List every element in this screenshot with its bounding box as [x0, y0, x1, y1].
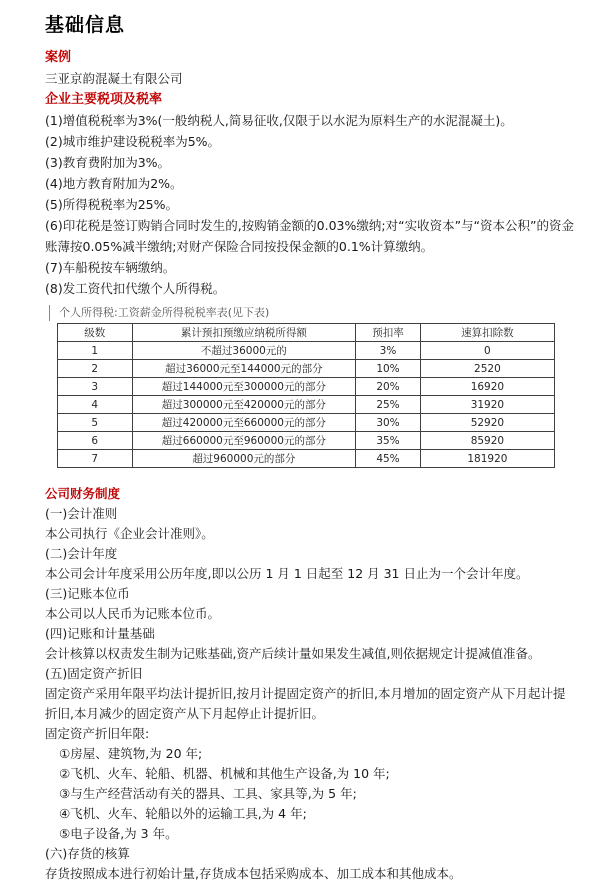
finance-heading: 公司财务制度 — [45, 486, 121, 501]
table-note: 个人所得税:工资薪金所得税税率表(见下表) — [49, 305, 576, 321]
cell-deduction: 85920 — [420, 432, 554, 450]
tax-heading: 企业主要税项及税率 — [45, 92, 163, 107]
finance-line: (六)存货的核算 — [45, 846, 130, 861]
page-title: 基础信息 — [45, 14, 126, 36]
cell-level: 7 — [58, 450, 133, 468]
tax-item-3: (3)教育费附加为3%。 — [45, 155, 171, 170]
finance-line-depreciation-1: ①房屋、建筑物,为 20 年; — [59, 746, 203, 761]
cell-rate: 3% — [356, 342, 421, 360]
table-row — [58, 360, 555, 378]
cell-rate: 20% — [356, 378, 421, 396]
finance-line: 固定资产折旧年限: — [45, 726, 150, 741]
cell-income: 不超过36000元的 — [132, 342, 356, 360]
cell-rate: 10% — [356, 360, 421, 378]
finance-line-depreciation-2: ②飞机、火车、轮船、机器、机械和其他生产设备,为 10 年; — [59, 766, 390, 781]
tax-item-5: (5)所得税税率为25%。 — [45, 197, 178, 212]
tax-items-list — [45, 110, 576, 299]
cell-rate: 45% — [356, 450, 421, 468]
finance-line: (三)记账本位币 — [45, 586, 130, 601]
cell-rate: 25% — [356, 396, 421, 414]
table-row — [58, 378, 555, 396]
finance-section — [45, 484, 576, 884]
header-income: 累计预扣预缴应纳税所得额 — [132, 324, 356, 342]
table-row — [58, 432, 555, 450]
tax-item-4: (4)地方教育附加为2%。 — [45, 176, 183, 191]
finance-line: 本公司会计年度采用公历年度,即以公历 1 月 1 日起至 12 月 31 日止为一个会计年度。 — [45, 566, 529, 581]
cell-deduction: 0 — [420, 342, 554, 360]
cell-level: 6 — [58, 432, 133, 450]
cell-income: 超过420000元至660000元的部分 — [132, 414, 356, 432]
finance-line-depreciation-3: ③与生产经营活动有关的器具、工具、家具等,为 5 年; — [59, 786, 357, 801]
finance-line: 本公司执行《企业会计准则》。 — [45, 526, 214, 541]
table-header-row — [58, 324, 555, 342]
case-heading: 案例 — [45, 50, 72, 65]
company-name: 三亚京韵混凝土有限公司 — [45, 71, 183, 86]
cell-level: 5 — [58, 414, 133, 432]
cell-level: 1 — [58, 342, 133, 360]
tax-item-1: (1)增值税税率为3%(一般纳税人,简易征收,仅限于以水泥为原料生产的水泥混凝土)。 — [45, 113, 513, 128]
finance-line: 固定资产采用年限平均法计提折旧,按月计提固定资产的折旧,本月增加的固定资产从下月起计提折旧,本月减少的固定资产从下月起停止计提折旧。 — [45, 686, 566, 721]
finance-line: (二)会计年度 — [45, 546, 118, 561]
cell-level: 2 — [58, 360, 133, 378]
finance-line-depreciation-4: ④飞机、火车、轮船以外的运输工具,为 4 年; — [59, 806, 307, 821]
cell-income: 超过300000元至420000元的部分 — [132, 396, 356, 414]
cell-income: 超过660000元至960000元的部分 — [132, 432, 356, 450]
cell-deduction: 16920 — [420, 378, 554, 396]
finance-line: 存货按照成本进行初始计量,存货成本包括采购成本、加工成本和其他成本。 — [45, 866, 462, 881]
table-row — [58, 450, 555, 468]
finance-line: 会计核算以权责发生制为记账基础,资产后续计量如果发生减值,则依据规定计提减值准备。 — [45, 646, 541, 661]
header-deduction: 速算扣除数 — [420, 324, 554, 342]
finance-line: 本公司以人民币为记账本位币。 — [45, 606, 221, 621]
tax-item-6: (6)印花税是签订购销合同时发生的,按购销金额的0.03%缴纳;对“实收资本”与“资本公积”的资金账薄按0.05%减半缴纳;对财产保险合同按投保金额的0.1%计算缴纳。 — [45, 218, 575, 254]
cell-income: 超过960000元的部分 — [132, 450, 356, 468]
personal-income-tax-table — [57, 323, 555, 468]
tax-item-7: (7)车船税按车辆缴纳。 — [45, 260, 176, 275]
cell-income: 超过36000元至144000元的部分 — [132, 360, 356, 378]
cell-rate: 35% — [356, 432, 421, 450]
cell-level: 3 — [58, 378, 133, 396]
finance-line: (五)固定资产折旧 — [45, 666, 143, 681]
finance-line: (一)会计准则 — [45, 506, 118, 521]
table-row — [58, 414, 555, 432]
finance-line: (四)记账和计量基础 — [45, 626, 155, 641]
cell-deduction: 2520 — [420, 360, 554, 378]
cell-deduction: 52920 — [420, 414, 554, 432]
header-level: 级数 — [58, 324, 133, 342]
cell-deduction: 31920 — [420, 396, 554, 414]
header-rate: 预扣率 — [356, 324, 421, 342]
table-row — [58, 342, 555, 360]
table-row — [58, 396, 555, 414]
cell-deduction: 181920 — [420, 450, 554, 468]
cell-income: 超过144000元至300000元的部分 — [132, 378, 356, 396]
cell-level: 4 — [58, 396, 133, 414]
tax-item-8: (8)发工资代扣代缴个人所得税。 — [45, 281, 226, 296]
cell-rate: 30% — [356, 414, 421, 432]
finance-line-depreciation-5: ⑤电子设备,为 3 年。 — [59, 826, 178, 841]
tax-item-2: (2)城市维护建设税税率为5%。 — [45, 134, 221, 149]
